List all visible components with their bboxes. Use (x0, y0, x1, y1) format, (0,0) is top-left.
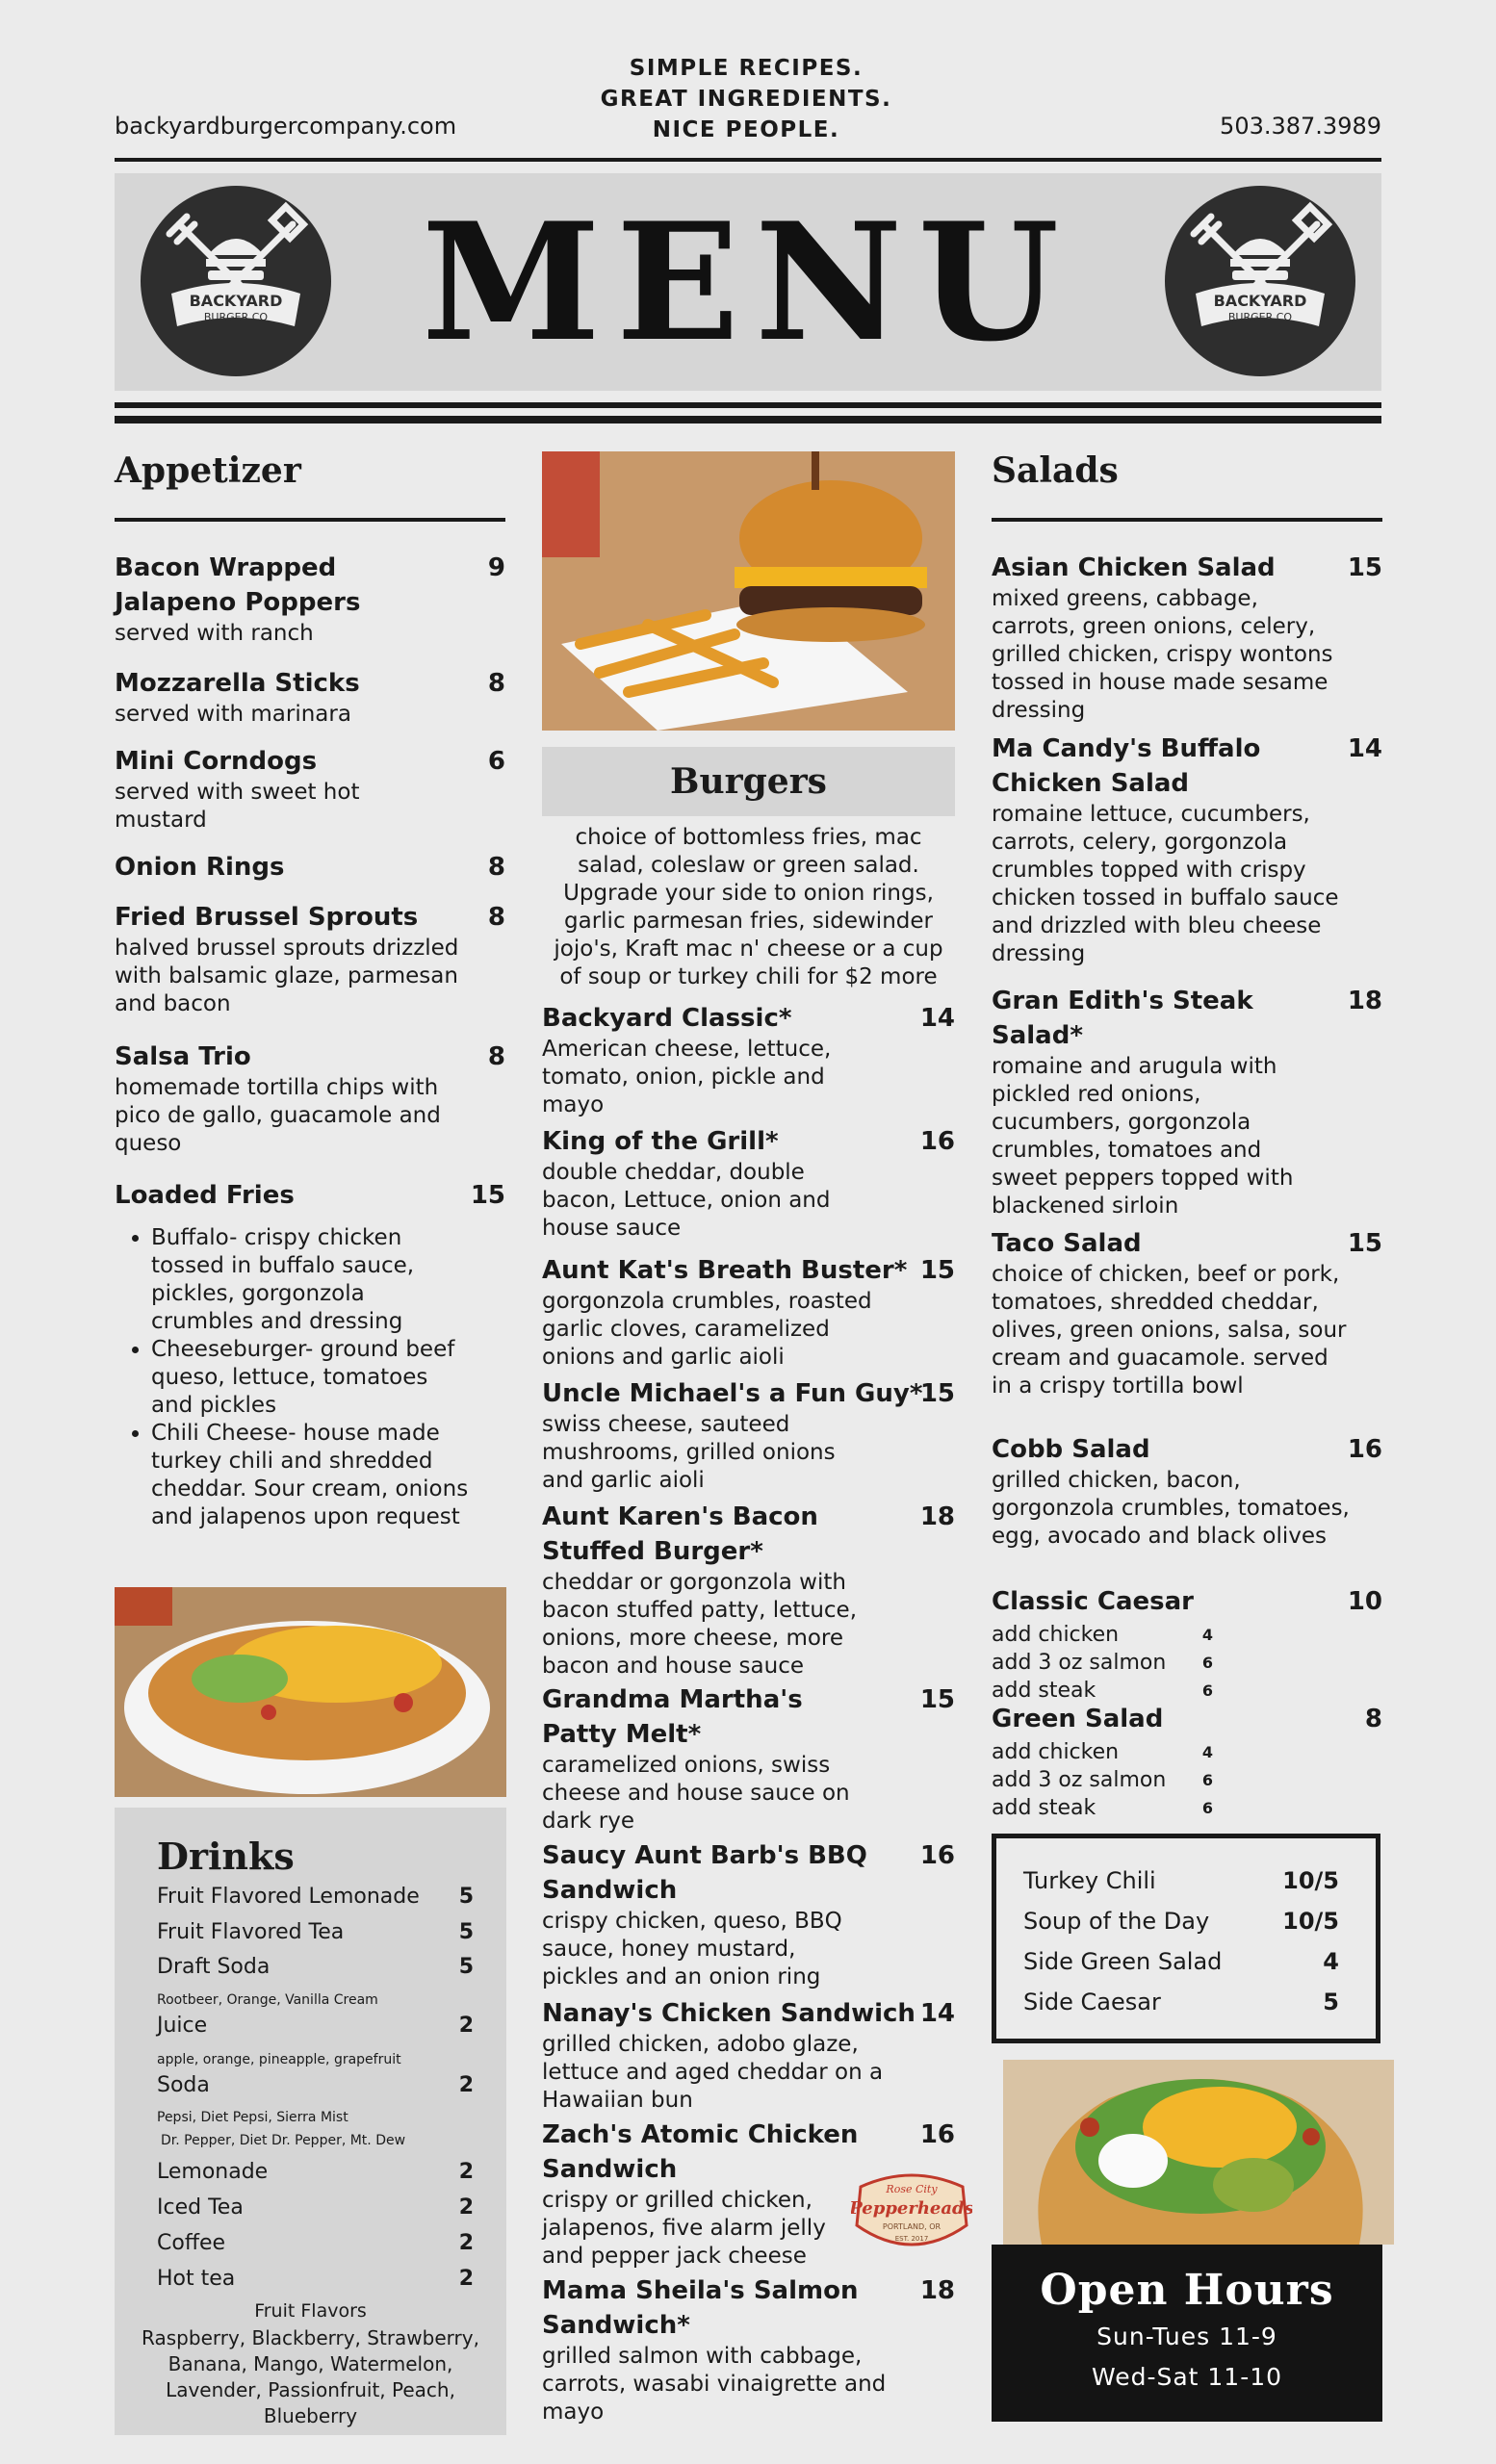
drink-name: Fruit Flavored Lemonade (157, 1885, 420, 1909)
svg-text:Rose City: Rose City (886, 2183, 938, 2195)
item-price: 16 (1347, 1435, 1382, 1464)
item-desc: cheddar or gorgonzola with bacon stuffed patty, lettuce, onions, more cheese, more bacon and house sauce (542, 1570, 858, 1679)
item-name: Fried Brussel Sprouts (115, 903, 419, 932)
drink-price: 2 (458, 2073, 474, 2097)
menu-item (115, 850, 505, 885)
menu-item (542, 1996, 955, 2115)
hours-line: Sun-Tues 11-9 (1096, 2323, 1277, 2350)
svg-text:Pepperheads: Pepperheads (851, 2198, 972, 2219)
tagline-line-3: NICE PEOPLE. (652, 117, 840, 142)
menu-item (542, 1124, 955, 1243)
item-desc: mixed greens, cabbage, carrots, green onions, celery, grilled chicken, crispy wontons tossed in house made sesame dressing (992, 586, 1333, 723)
menu-item (992, 1584, 1382, 1619)
item-price: 14 (919, 1999, 955, 2028)
item-desc: swiss cheese, sauteed mushrooms, grilled onions and garlic aioli (542, 1412, 836, 1493)
list-item: • Cheeseburger- ground beef queso, lettuce, tomatoes and pickles (151, 1336, 469, 1420)
taco-salad-photo (1003, 2060, 1394, 2245)
item-price: 8 (487, 1042, 505, 1071)
item-desc: crispy or grilled chicken, jalapenos, five alarm jelly and pepper jack cheese (542, 2188, 826, 2269)
drink-price: 5 (458, 1955, 474, 1979)
menu-item (992, 984, 1382, 1220)
drink-price: 5 (458, 1885, 474, 1909)
side-name: Side Caesar (1023, 1989, 1161, 2015)
item-desc: served with marinara (115, 702, 351, 727)
appetizer-divider (115, 518, 505, 522)
burger-photo (542, 451, 955, 731)
menu-item (542, 2273, 955, 2426)
green-salad-addons (992, 1738, 1213, 1822)
item-price: 16 (919, 1127, 955, 1156)
item-name: Green Salad (992, 1705, 1164, 1733)
fruit-flavors-title: Fruit Flavors (254, 2300, 367, 2322)
brand-logo-right (1165, 186, 1355, 376)
item-name: Saucy Aunt Barb's BBQ Sandwich (542, 1841, 867, 1905)
addon-price: 6 (1201, 1771, 1213, 1789)
svg-text:BURGER CO: BURGER CO (1227, 311, 1293, 323)
item-price: 15 (470, 1181, 505, 1210)
svg-text:BACKYARD: BACKYARD (189, 292, 283, 310)
item-price: 16 (919, 2120, 955, 2149)
side-name: Side Green Salad (1023, 1948, 1223, 1975)
item-price: 15 (919, 1685, 955, 1714)
hours-line: Wed-Sat 11-10 (1091, 2363, 1283, 2391)
addon-name: add chicken (992, 1623, 1120, 1647)
drink-note: Dr. Pepper, Diet Dr. Pepper, Mt. Dew (161, 2133, 406, 2148)
item-price: 8 (487, 853, 505, 882)
item-price: 15 (1347, 553, 1382, 582)
item-desc: served with sweet hot mustard (115, 780, 360, 833)
menu-item (115, 1040, 505, 1158)
side-row (1023, 1867, 1339, 1894)
caesar-addons (992, 1621, 1213, 1705)
addon-row (992, 1738, 1213, 1766)
item-name: Ma Candy's Buffalo Chicken Salad (992, 734, 1261, 798)
drinks-heading: Drinks (157, 1835, 295, 1878)
menu-item (992, 1226, 1382, 1400)
drink-price: 2 (458, 2014, 474, 2038)
item-price: 18 (919, 2276, 955, 2305)
appetizer-heading: Appetizer (115, 450, 301, 491)
menu-item (992, 551, 1382, 725)
item-desc: served with ranch (115, 621, 314, 646)
item-name: Mozzarella Sticks (115, 669, 360, 698)
menu-item (542, 1376, 955, 1495)
menu-item (542, 1682, 955, 1835)
sides-box (992, 1834, 1380, 2043)
svg-text:EST. 2017: EST. 2017 (894, 2235, 929, 2243)
list-item: • Chili Cheese- house made turkey chili and shredded cheddar. Sour cream, onions and jalapenos upon request (151, 1420, 469, 1531)
drink-row (157, 2073, 474, 2097)
side-price: 10/5 (1282, 1908, 1339, 1935)
banner-divider-2 (115, 416, 1381, 424)
burgers-heading-box (542, 747, 955, 816)
addon-row (992, 1649, 1213, 1677)
drink-name: Coffee (157, 2231, 226, 2255)
addon-name: add chicken (992, 1740, 1120, 1764)
item-name: Onion Rings (115, 853, 285, 882)
svg-text:PORTLAND, OR: PORTLAND, OR (882, 2222, 941, 2231)
open-hours-box (992, 2245, 1382, 2422)
addon-row (992, 1766, 1213, 1794)
item-name: Nanay's Chicken Sandwich (542, 1999, 916, 2028)
drink-note: Pepsi, Diet Pepsi, Sierra Mist (157, 2110, 348, 2125)
drink-price: 2 (458, 2231, 474, 2255)
side-row (1023, 1989, 1339, 2015)
drink-note: apple, orange, pineapple, grapefruit (157, 2052, 401, 2067)
tagline (539, 53, 953, 145)
item-price: 15 (1347, 1229, 1382, 1258)
item-name: Aunt Kat's Breath Buster* (542, 1256, 908, 1285)
menu-item (542, 1500, 955, 1681)
svg-text:BACKYARD: BACKYARD (1213, 292, 1307, 310)
open-hours-heading: Open Hours (1040, 2266, 1334, 2315)
addon-name: add steak (992, 1679, 1096, 1703)
item-desc: grilled chicken, adobo glaze, lettuce and aged cheddar on a Hawaiian bun (542, 2032, 884, 2113)
item-price: 6 (487, 747, 505, 776)
tagline-line-1: SIMPLE RECIPES. (629, 56, 864, 81)
item-price: 8 (487, 903, 505, 932)
menu-item (115, 551, 505, 648)
list-item: • Buffalo- crispy chicken tossed in buffalo sauce, pickles, gorgonzola crumbles and dressing (151, 1224, 469, 1336)
addon-row (992, 1677, 1213, 1705)
item-price: 15 (919, 1379, 955, 1408)
svg-text:BURGER CO: BURGER CO (203, 311, 269, 323)
item-name: Taco Salad (992, 1229, 1142, 1258)
website-url[interactable]: backyardburgercompany.com (115, 113, 457, 140)
item-desc: grilled chicken, bacon, gorgonzola crumbles, tomatoes, egg, avocado and black olives (992, 1468, 1350, 1549)
burgers-heading: Burgers (670, 761, 827, 802)
drink-row (157, 2195, 474, 2220)
fruit-flavors-list: Raspberry, Blackberry, Strawberry, Banana, Mango, Watermelon, Lavender, Passionfruit, Peach, Blueberry (142, 2326, 479, 2427)
item-desc: gorgonzola crumbles, roasted garlic cloves, caramelized onions and garlic aioli (542, 1289, 872, 1370)
item-desc: romaine lettuce, cucumbers, carrots, celery, gorgonzola crumbles topped with crispy chicken tossed in buffalo sauce and drizzled with bleu cheese dressing (992, 802, 1339, 966)
item-price: 8 (1364, 1705, 1382, 1733)
drink-row (157, 1885, 474, 1909)
item-desc: American cheese, lettuce, tomato, onion, pickle and mayo (542, 1037, 832, 1117)
drink-row (157, 1920, 474, 1944)
drinks-panel (115, 1808, 506, 2435)
item-name: Classic Caesar (992, 1587, 1194, 1616)
item-price: 15 (919, 1256, 955, 1285)
item-name: Uncle Michael's a Fun Guy* (542, 1379, 923, 1408)
brand-logo-left (141, 186, 331, 376)
drink-row (157, 2160, 474, 2184)
item-desc: crispy chicken, queso, BBQ sauce, honey mustard, pickles and an onion ring (542, 1909, 842, 1989)
salads-divider (992, 518, 1382, 522)
addon-price: 6 (1201, 1681, 1213, 1700)
item-name: Mini Corndogs (115, 747, 318, 776)
item-desc: romaine and arugula with pickled red onions, cucumbers, gorgonzola crumbles, tomatoes and sweet peppers topped with blackened sirloin (992, 1054, 1294, 1219)
item-price: 10 (1347, 1587, 1382, 1616)
addon-price: 4 (1201, 1743, 1213, 1761)
item-price: 9 (487, 553, 505, 582)
drink-note: Rootbeer, Orange, Vanilla Cream (157, 1992, 378, 2008)
addon-row (992, 1794, 1213, 1822)
item-price: 14 (919, 1004, 955, 1033)
drink-price: 2 (458, 2160, 474, 2184)
item-name: Salsa Trio (115, 1042, 251, 1071)
drink-name: Fruit Flavored Tea (157, 1920, 345, 1944)
side-row (1023, 1948, 1339, 1975)
drink-name: Juice (157, 2014, 208, 2038)
menu-title: MENU (421, 187, 1075, 377)
banner-divider-1 (115, 402, 1381, 408)
side-name: Turkey Chili (1023, 1867, 1156, 1894)
drink-name: Soda (157, 2073, 210, 2097)
menu-item (115, 1178, 505, 1213)
drink-name: Lemonade (157, 2160, 269, 2184)
drink-price: 5 (458, 1920, 474, 1944)
item-price: 14 (1347, 734, 1382, 763)
addon-name: add 3 oz salmon (992, 1768, 1167, 1792)
tagline-line-2: GREAT INGREDIENTS. (600, 87, 892, 112)
item-name: Asian Chicken Salad (992, 553, 1276, 582)
drink-price: 2 (458, 2195, 474, 2220)
item-name: Gran Edith's Steak Salad* (992, 987, 1253, 1050)
item-name: Grandma Martha's Patty Melt* (542, 1685, 803, 1749)
drink-name: Iced Tea (157, 2195, 244, 2220)
drink-name: Hot tea (157, 2267, 236, 2291)
side-price: 5 (1323, 1989, 1339, 2015)
item-name: Cobb Salad (992, 1435, 1150, 1464)
menu-item (542, 1001, 955, 1119)
menu-banner (115, 173, 1381, 391)
menu-item (542, 1253, 955, 1372)
addon-name: add 3 oz salmon (992, 1651, 1167, 1675)
item-desc: grilled salmon with cabbage, carrots, wasabi vinaigrette and mayo (542, 2344, 887, 2425)
side-row (1023, 1908, 1339, 1935)
item-desc: homemade tortilla chips with pico de gallo, guacamole and queso (115, 1075, 441, 1156)
item-desc: halved brussel sprouts drizzled with balsamic glaze, parmesan and bacon (115, 936, 459, 1016)
addon-name: add steak (992, 1796, 1096, 1820)
addon-price: 6 (1201, 1799, 1213, 1817)
menu-item (542, 1838, 955, 1991)
salads-heading: Salads (992, 450, 1119, 491)
item-name: Zach's Atomic Chicken Sandwich (542, 2120, 859, 2184)
item-price: 18 (919, 1502, 955, 1531)
drink-row (157, 2014, 474, 2038)
drink-row (157, 2267, 474, 2291)
item-name: Bacon Wrapped Jalapeno Poppers (115, 553, 361, 617)
menu-item (115, 900, 505, 1018)
drink-price: 2 (458, 2267, 474, 2291)
header-divider (115, 158, 1381, 162)
phone-number[interactable]: 503.387.3989 (1220, 113, 1381, 140)
burgers-intro: choice of bottomless fries, mac salad, coleslaw or green salad. Upgrade your side to onion rings, garlic parmesan fries, sidewinder jojo's, Kraft mac n' cheese or a cup of soup or turkey chili for $2 more (554, 825, 943, 989)
addon-price: 4 (1201, 1626, 1213, 1644)
menu-item (992, 732, 1382, 968)
item-name: Mama Sheila's Salmon Sandwich* (542, 2276, 859, 2340)
menu-item (115, 744, 505, 834)
item-name: King of the Grill* (542, 1127, 779, 1156)
pepperheads-badge (851, 2168, 972, 2260)
drink-row (157, 1955, 474, 1979)
item-name: Loaded Fries (115, 1181, 295, 1210)
loaded-fries-options (115, 1224, 469, 1531)
item-desc: choice of chicken, beef or pork, tomatoes, shredded cheddar, olives, green onions, salsa, sour cream and guacamole. served in a crispy tortilla bowl (992, 1262, 1347, 1399)
item-price: 18 (1347, 987, 1382, 1015)
item-desc: caramelized onions, swiss cheese and house sauce on dark rye (542, 1753, 850, 1834)
addon-row (992, 1621, 1213, 1649)
side-name: Soup of the Day (1023, 1908, 1210, 1935)
item-price: 8 (487, 669, 505, 698)
menu-item (115, 666, 505, 729)
drink-name: Draft Soda (157, 1955, 271, 1979)
item-price: 16 (919, 1841, 955, 1870)
menu-item (992, 1432, 1382, 1551)
item-desc: double cheddar, double bacon, Lettuce, onion and house sauce (542, 1160, 831, 1241)
drink-row (157, 2231, 474, 2255)
loaded-fries-photo (115, 1587, 506, 1797)
item-name: Aunt Karen's Bacon Stuffed Burger* (542, 1502, 818, 1566)
item-name: Backyard Classic* (542, 1004, 792, 1033)
side-price: 4 (1323, 1948, 1339, 1975)
side-price: 10/5 (1282, 1867, 1339, 1894)
addon-price: 6 (1201, 1654, 1213, 1672)
menu-item (992, 1702, 1382, 1736)
